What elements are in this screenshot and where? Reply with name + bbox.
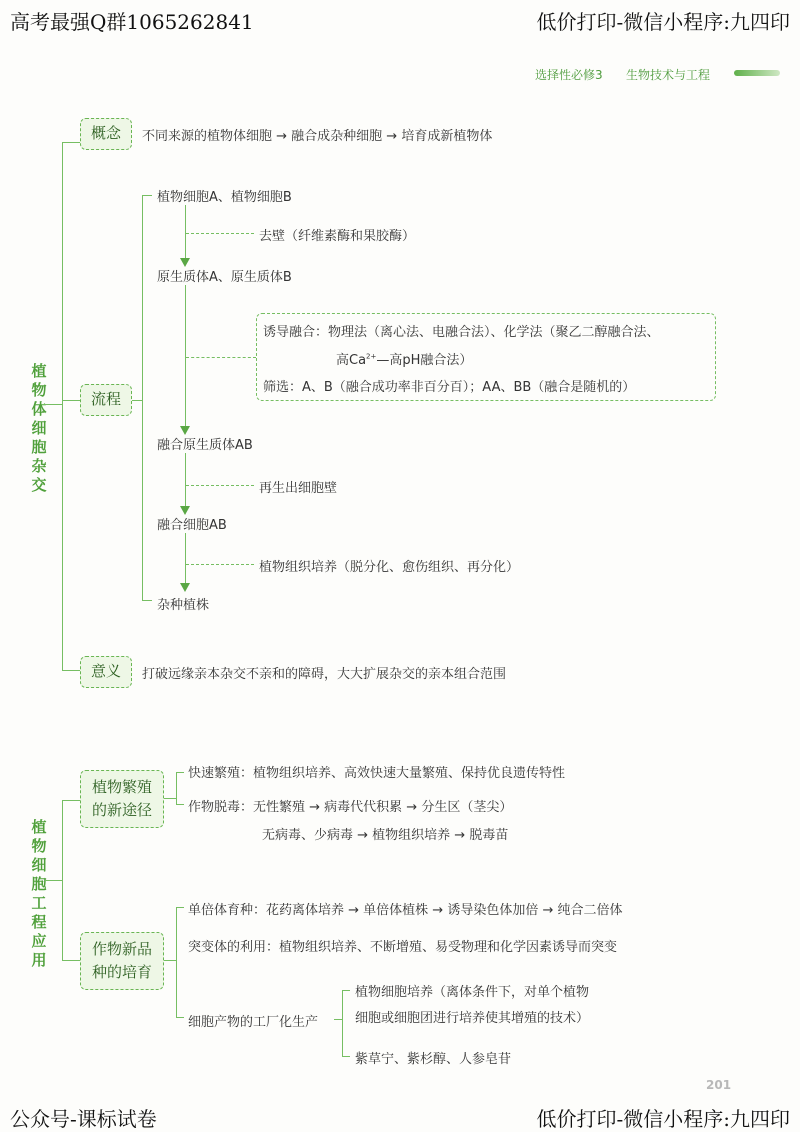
induce-line1: 诱导融合：物理法（离心法、电融合法）、化学法（聚乙二醇融合法、 xyxy=(263,325,660,340)
breeding-brace-top xyxy=(176,907,184,908)
meaning-text: 打破远缘亲本杂交不亲和的障碍，大大扩展杂交的亲本组合范围 xyxy=(142,667,507,682)
map2-root-text: 植物细胞工程应用 xyxy=(31,818,47,969)
propagation-brace-top xyxy=(176,772,184,773)
map1-root-title xyxy=(29,362,49,495)
map1-brace-top xyxy=(62,142,80,143)
flow-arrow-3-shaft xyxy=(185,453,186,509)
process-box xyxy=(80,384,132,416)
map2-brace-line xyxy=(62,800,63,960)
cell-culture-line1: 植物细胞培养（离体条件下，对单个植物 xyxy=(355,985,590,1000)
breeding-brace-line xyxy=(176,907,177,1017)
factory-production: 细胞产物的工厂化生产 xyxy=(188,1015,319,1030)
detox-line2: 无病毒、少病毒 → 植物组织培养 → 脱毒苗 xyxy=(262,828,509,843)
watermark-top-left: 高考最强Q群1065262841 xyxy=(10,10,254,34)
cell-culture-line2: 细胞或细胞团进行培养使其增殖的技术） xyxy=(355,1011,590,1026)
map1-brace-root-link xyxy=(42,404,62,405)
meaning-box xyxy=(80,656,132,688)
header-decoration xyxy=(734,70,780,76)
header-title: 生物技术与工程 xyxy=(626,68,711,82)
meaning-label: 意义 xyxy=(90,662,121,680)
process-brace-bottom xyxy=(142,600,152,601)
breeding-label-2: 种的培育 xyxy=(91,963,152,981)
haploid-breeding: 单倍体育种：花药离体培养 → 单倍体植株 → 诱导染色体加倍 → 纯合二倍体 xyxy=(188,903,623,918)
propagation-label-2: 的新途径 xyxy=(91,801,152,819)
flow-arrow-4-head xyxy=(180,583,190,592)
watermark-bottom-left: 公众号-课标试卷 xyxy=(10,1107,157,1131)
map2-brace-bottom xyxy=(62,960,80,961)
watermark-top-right: 低价打印-微信小程序:九四印 xyxy=(536,10,790,34)
flow-note-4-connector xyxy=(186,564,254,565)
propagation-brace-bottom xyxy=(176,804,184,805)
process-brace-line xyxy=(142,195,143,600)
factory-brace-bottom xyxy=(342,1056,350,1057)
propagation-label-1: 植物繁殖 xyxy=(91,778,152,796)
breeding-label-1: 作物新品 xyxy=(91,940,152,958)
products: 紫草宁、紫杉醇、人参皂苷 xyxy=(355,1052,512,1067)
flow-note-2-connector xyxy=(186,357,256,358)
concept-text: 不同来源的植物体细胞 → 融合成杂种细胞 → 培育成新植物体 xyxy=(142,129,493,144)
breeding-brace-link xyxy=(164,960,176,961)
induce-line2-end: —高pH融合法） xyxy=(376,353,473,368)
induce-line2 xyxy=(336,349,472,368)
factory-brace-link xyxy=(334,1019,342,1020)
fast-propagation: 快速繁殖：植物组织培养、高效快速大量繁殖、保持优良遗传特性 xyxy=(188,766,566,781)
breeding-box xyxy=(80,932,164,990)
propagation-brace-line xyxy=(176,772,177,804)
process-step1-note: 去壁（纤维素酶和果胶酶） xyxy=(259,229,416,244)
map2-brace-link xyxy=(45,880,62,881)
screen-line: 筛选：A、B（融合成功率非百分百）；AA、BB（融合是随机的） xyxy=(263,380,636,395)
concept-box xyxy=(80,118,132,150)
propagation-box xyxy=(80,770,164,828)
process-step3-note: 再生出细胞壁 xyxy=(259,481,338,496)
map1-brace-bottom xyxy=(62,670,80,671)
process-step4: 融合细胞AB xyxy=(157,518,227,533)
concept-label: 概念 xyxy=(90,124,121,142)
process-step2: 原生质体A、原生质体B xyxy=(157,270,292,285)
process-step4-note: 植物组织培养（脱分化、愈伤组织、再分化） xyxy=(259,560,520,575)
map2-root-title xyxy=(29,818,49,970)
process-label: 流程 xyxy=(90,390,121,408)
process-brace-top xyxy=(142,195,152,196)
map1-brace-line xyxy=(62,142,63,670)
factory-brace-top xyxy=(342,990,350,991)
factory-brace-line xyxy=(342,990,343,1056)
breeding-brace-bottom xyxy=(176,1017,184,1018)
calcium-charge: 2+ xyxy=(366,352,377,361)
propagation-brace-link xyxy=(164,798,176,799)
flow-note-1-connector xyxy=(186,233,254,234)
map1-root-text: 植物体细胞杂交 xyxy=(31,362,47,494)
induce-line2-start: 高Ca xyxy=(336,353,367,368)
process-brace-link xyxy=(132,400,142,401)
process-step1: 植物细胞A、植物细胞B xyxy=(157,190,292,205)
flow-arrow-4-shaft xyxy=(185,533,186,586)
process-step5: 杂种植株 xyxy=(157,598,210,613)
watermark-bottom-right: 低价打印-微信小程序:九四印 xyxy=(536,1107,790,1131)
page-number: 201 xyxy=(706,1078,732,1092)
map2-brace-top xyxy=(62,800,80,801)
detox-line1: 作物脱毒：无性繁殖 → 病毒代代积累 → 分生区（茎尖） xyxy=(188,800,513,815)
header-section: 选择性必修3 xyxy=(535,68,603,82)
flow-note-3-connector xyxy=(186,485,254,486)
mutant-use: 突变体的利用：植物组织培养、不断增殖、易受物理和化学因素诱导而突变 xyxy=(188,940,618,955)
process-step3: 融合原生质体AB xyxy=(157,438,253,453)
map1-brace-mid xyxy=(62,400,80,401)
